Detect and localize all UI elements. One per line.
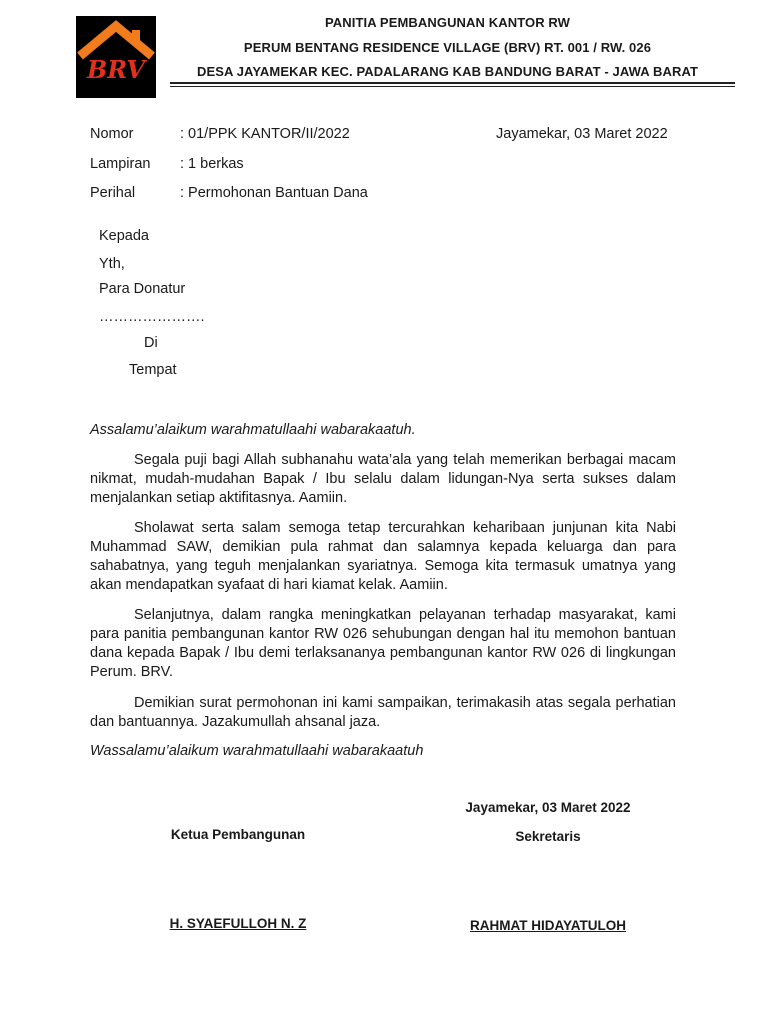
- svg-text:BRV: BRV: [87, 55, 145, 84]
- letterhead-rule: [170, 82, 735, 84]
- paragraph-3: Selanjutnya, dalam rangka meningkatkan pelayanan terhadap masyarakat, kami para panitia pembangunan kantor RW 026 sehubungan dengan hal itu memohon bantuan dana kepada Bapak / Ibu demi terlaksananya pembangunan kantor RW 026 di lingkungan Perum. BRV.: [90, 607, 676, 680]
- recipient-kepada: Kepada: [99, 228, 149, 244]
- lampiran-label: Lampiran: [90, 156, 151, 172]
- letterhead-line1: PANITIA PEMBANGUNAN KANTOR RW: [324, 15, 571, 30]
- recipient-tempat: Tempat: [129, 362, 177, 378]
- nomor-label: Nomor: [90, 126, 134, 142]
- closing: Wassalamu’alaikum warahmatullaahi wabarakaatuh: [90, 743, 424, 759]
- left-signer-title: Ketua Pembangunan: [170, 827, 306, 842]
- paragraph-4: Demikian surat permohonan ini kami sampaikan, terimakasih atas segala perhatian dan bantuannya. Jazakumullah ahsanal jaza.: [90, 695, 676, 730]
- paragraph-1: Segala puji bagi Allah subhanahu wata’ala yang telah memerikan berbagai macam nikmat, mudah-mudahan Bapak / Ibu selalu dalam lidungan-Nya serta sukses dalam menjalankan setiap aktifitasnya. Aamiin.: [90, 452, 676, 506]
- recipient-yth: Yth,: [99, 256, 125, 272]
- left-signer-name: H. SYAEFULLOH N. Z: [169, 916, 307, 931]
- right-signer-name: RAHMAT HIDAYATULOH: [469, 918, 626, 933]
- letterhead-line2: PERUM BENTANG RESIDENCE VILLAGE (BRV) RT. 001 / RW. 026: [243, 40, 652, 55]
- recipient-para-donatur: Para Donatur: [99, 281, 186, 297]
- greeting: Assalamu’alaikum warahmatullaahi wabarakaatuh.: [90, 422, 416, 438]
- letterhead-line3: DESA JAYAMEKAR KEC. PADALARANG KAB BANDUNG BARAT - JAWA BARAT: [196, 64, 699, 79]
- perihal-value: : Permohonan Bantuan Dana: [180, 185, 368, 201]
- letterhead-rule-thin: [170, 86, 735, 87]
- brv-logo: [76, 16, 156, 98]
- paragraph-2: Sholawat serta salam semoga tetap tercurahkan keharibaan junjunan kita Nabi Muhammad SAW, demikian pula rahmat dan salamnya kepada keluarga dan para sahabatnya, yang teguh menjalankan syariatnya. Semoga kita termasuk umatnya yang akan mendapatkan syafaat di hari kiamat kelak. Aamiin.: [90, 520, 676, 593]
- nomor-value: : 01/PPK KANTOR/II/2022: [180, 126, 350, 142]
- perihal-label: Perihal: [90, 185, 136, 201]
- lampiran-value: : 1 berkas: [180, 156, 244, 172]
- letter-date: Jayamekar, 03 Maret 2022: [496, 126, 668, 142]
- right-signer-title: Sekretaris: [515, 829, 581, 844]
- recipient-dots: ………………….: [99, 309, 205, 325]
- recipient-di: Di: [144, 335, 158, 351]
- signature-date: Jayamekar, 03 Maret 2022: [465, 800, 631, 815]
